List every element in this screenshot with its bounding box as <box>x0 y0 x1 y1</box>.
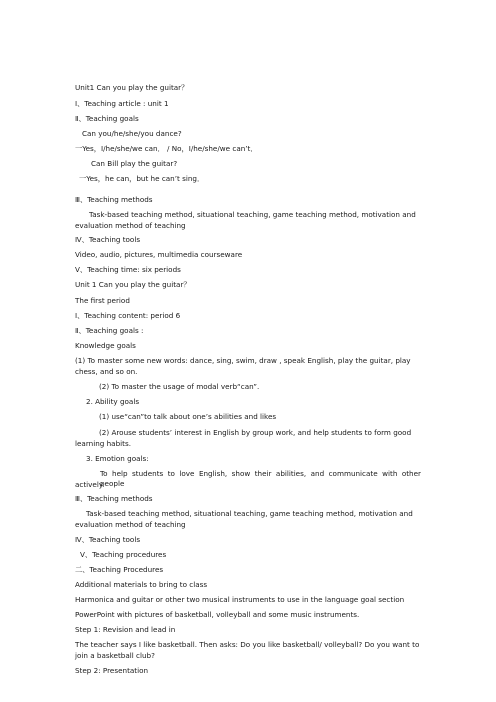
step-1-text: The teacher says I like basketball. Then asks: Do you like basketball/ volleyball? Do you want to <box>75 640 420 649</box>
section-teaching-procedures: Ⅴ、Teaching procedures <box>80 550 167 559</box>
goal-line: 一Yes，he can，but he can’t sing． <box>79 174 205 183</box>
section-teaching-content: Ⅰ、Teaching content: period 6 <box>75 311 181 320</box>
materials-text: Harmonica and guitar or other two musical instruments to use in the language goal section <box>75 595 405 604</box>
section-teaching-tools: Ⅳ、Teaching tools <box>75 535 141 544</box>
section-teaching-goals: Ⅱ、Teaching goals : <box>75 326 144 335</box>
section-teaching-methods: Ⅲ、Teaching methods <box>75 195 153 204</box>
section-teaching-goals: Ⅱ、Teaching goals <box>75 114 139 123</box>
knowledge-goal-item: chess, and so on. <box>75 367 138 376</box>
knowledge-goal-item: (2) To master the usage of modal verb“can”. <box>99 382 260 391</box>
period-heading: The first period <box>75 296 130 305</box>
tools-text: Video, audio, pictures, multimedia courseware <box>75 250 243 259</box>
methods-text: Task-based teaching method, situational teaching, game teaching method, motivation and <box>86 509 413 518</box>
ability-goal-item: (2) Arouse students’ interest in English by group work, and help students to form good <box>99 428 412 437</box>
step-1-heading: Step 1: Revision and lead in <box>75 625 176 634</box>
ability-goals-heading: 2. Ability goals <box>86 397 140 406</box>
ability-goal-item: learning habits. <box>75 439 131 448</box>
methods-text: evaluation method of teaching <box>75 221 186 230</box>
methods-text: evaluation method of teaching <box>75 520 186 529</box>
methods-text: Task-based teaching method, situational teaching, game teaching method, motivation and <box>89 210 416 219</box>
knowledge-goal-item: (1) To master some new words: dance, sing, swim, draw , speak English, play the guitar, play <box>75 356 411 365</box>
goal-line: Can you/he/she/you dance? <box>82 129 182 138</box>
materials-text: PowerPoint with pictures of basketball, volleyball and some music instruments. <box>75 610 360 619</box>
unit-title: Unit1 Can you play the guitar？ <box>75 83 189 92</box>
materials-heading: Additional materials to bring to class <box>75 580 208 589</box>
teaching-procedures-heading: 二、Teaching Procedures <box>75 565 164 574</box>
step-2-heading: Step 2: Presentation <box>75 666 149 675</box>
emotion-goals-heading: 3. Emotion goals: <box>86 454 149 463</box>
goal-line: 一Yes，I/he/she/we can． / No，I/he/she/we can’t． <box>75 144 258 153</box>
section-teaching-tools: Ⅳ、Teaching tools <box>75 235 141 244</box>
knowledge-goals-heading: Knowledge goals <box>75 341 136 350</box>
emotion-goal-text: To help students to love English, show their abilities, and communicate with other people <box>100 469 421 488</box>
emotion-goal-text: actively. <box>75 480 105 489</box>
ability-goal-item: (1) use“can”to talk about one’s abilities and likes <box>99 412 277 421</box>
goal-line: Can Bill play the guitar? <box>91 159 178 168</box>
section-teaching-article: Ⅰ、Teaching article : unit 1 <box>75 99 169 108</box>
step-1-text: join a basketball club? <box>75 651 155 660</box>
section-teaching-time: Ⅴ、Teaching time: six periods <box>75 265 181 274</box>
section-teaching-methods: Ⅲ、Teaching methods <box>75 494 153 503</box>
unit-heading: Unit 1 Can you play the guitar？ <box>75 280 191 289</box>
